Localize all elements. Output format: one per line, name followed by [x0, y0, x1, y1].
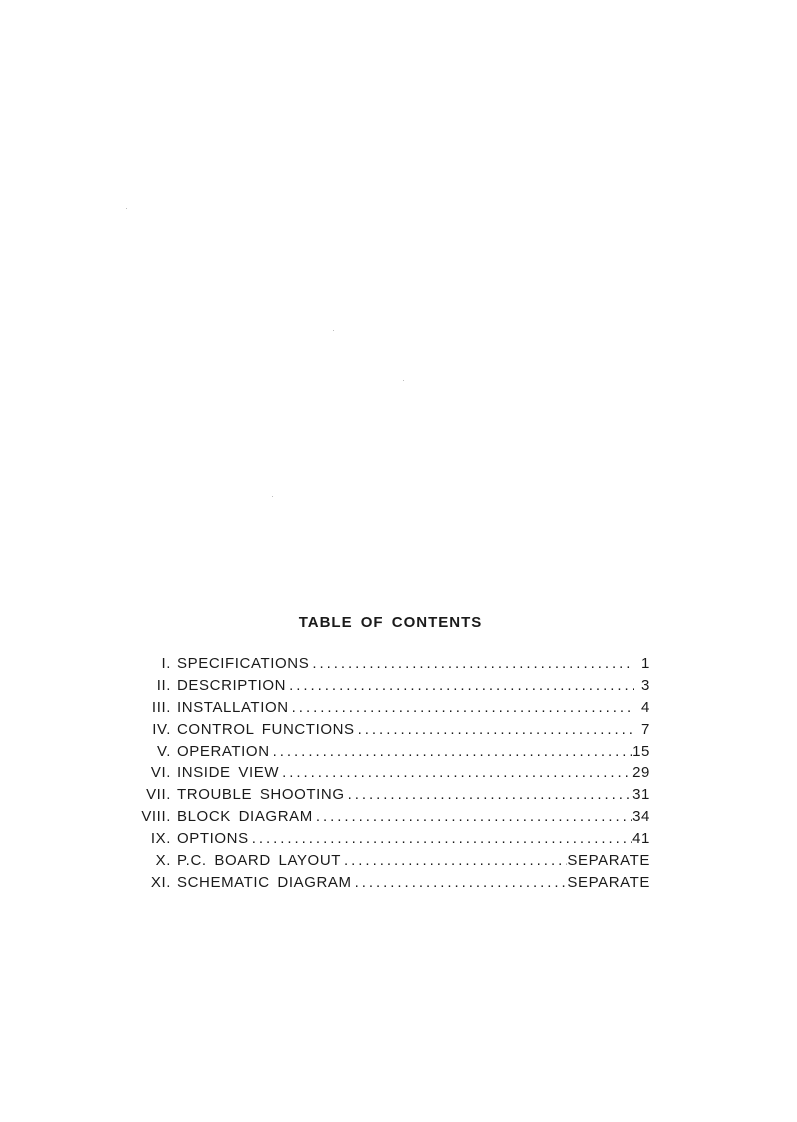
toc-entry-number: II. — [156, 676, 171, 694]
dot-leader — [352, 874, 568, 891]
toc-list — [120, 655, 650, 896]
toc-entry[interactable] — [120, 655, 650, 677]
toc-entry-page: 1 — [641, 655, 650, 672]
toc-entry-label: TROUBLE SHOOTING — [177, 786, 345, 804]
dot-leader — [355, 721, 634, 738]
toc-entry-number: V. — [157, 742, 171, 760]
dot-leader — [345, 786, 632, 803]
toc-entry-page: SEPARATE — [567, 852, 650, 870]
toc-entry[interactable] — [120, 699, 650, 721]
scan-speck — [272, 496, 273, 497]
toc-entry[interactable] — [120, 743, 650, 765]
toc-entry-number: XI. — [150, 873, 171, 891]
toc-entry-page: 29 — [632, 764, 650, 782]
dot-leader — [313, 808, 632, 825]
toc-entry-label: OPTIONS — [177, 830, 249, 848]
dot-leader — [289, 699, 634, 716]
toc-entry-page: 3 — [641, 676, 650, 694]
toc-entry-page: 31 — [632, 786, 650, 804]
toc-entry[interactable] — [120, 677, 650, 699]
toc-entry-page: 7 — [641, 720, 650, 738]
toc-entry-label: SCHEMATIC DIAGRAM — [177, 873, 352, 891]
dot-leader — [286, 677, 634, 694]
toc-entry[interactable] — [120, 830, 650, 852]
toc-entry-number: IX. — [150, 830, 171, 848]
toc-entry-page: 41 — [632, 830, 650, 848]
toc-entry-label: OPERATION — [177, 742, 270, 760]
dot-leader — [270, 743, 632, 760]
scan-speck — [333, 330, 334, 331]
toc-entry-page: SEPARATE — [567, 873, 650, 891]
toc-entry-label: DESCRIPTION — [177, 676, 287, 694]
toc-entry-number: VII. — [146, 786, 171, 804]
scan-speck — [403, 380, 404, 381]
toc-entry-number: X. — [155, 852, 171, 870]
toc-entry-number: IV. — [152, 720, 171, 738]
toc-entry-label: SPECIFICATIONS — [177, 655, 310, 672]
toc-entry[interactable] — [120, 852, 650, 874]
toc-entry[interactable] — [120, 874, 650, 896]
dot-leader — [249, 830, 632, 847]
toc-entry[interactable] — [120, 721, 650, 743]
toc-entry-page: 34 — [632, 808, 650, 826]
toc-entry-page: 15 — [632, 742, 650, 760]
toc-entry-label: P.C. BOARD LAYOUT — [177, 852, 342, 870]
dot-leader — [341, 852, 567, 869]
toc-entry-label: BLOCK DIAGRAM — [177, 808, 313, 826]
toc-entry-label: INSIDE VIEW — [177, 764, 280, 782]
toc-entry-label: INSTALLATION — [177, 698, 289, 716]
toc-entry-number: VIII. — [141, 808, 171, 826]
toc-entry-number: I. — [161, 655, 171, 672]
toc-entry-label: CONTROL FUNCTIONS — [177, 720, 355, 738]
toc-entry[interactable] — [120, 786, 650, 808]
toc-entry[interactable] — [120, 808, 650, 830]
toc-entry-number: III. — [151, 698, 171, 716]
toc-entry-page: 4 — [641, 698, 650, 716]
toc-entry[interactable] — [120, 764, 650, 786]
dot-leader — [279, 764, 632, 781]
scan-speck — [126, 208, 127, 209]
toc-entry-number: VI. — [150, 764, 171, 782]
dot-leader — [309, 655, 634, 672]
toc-title: TABLE OF CONTENTS — [298, 614, 483, 631]
